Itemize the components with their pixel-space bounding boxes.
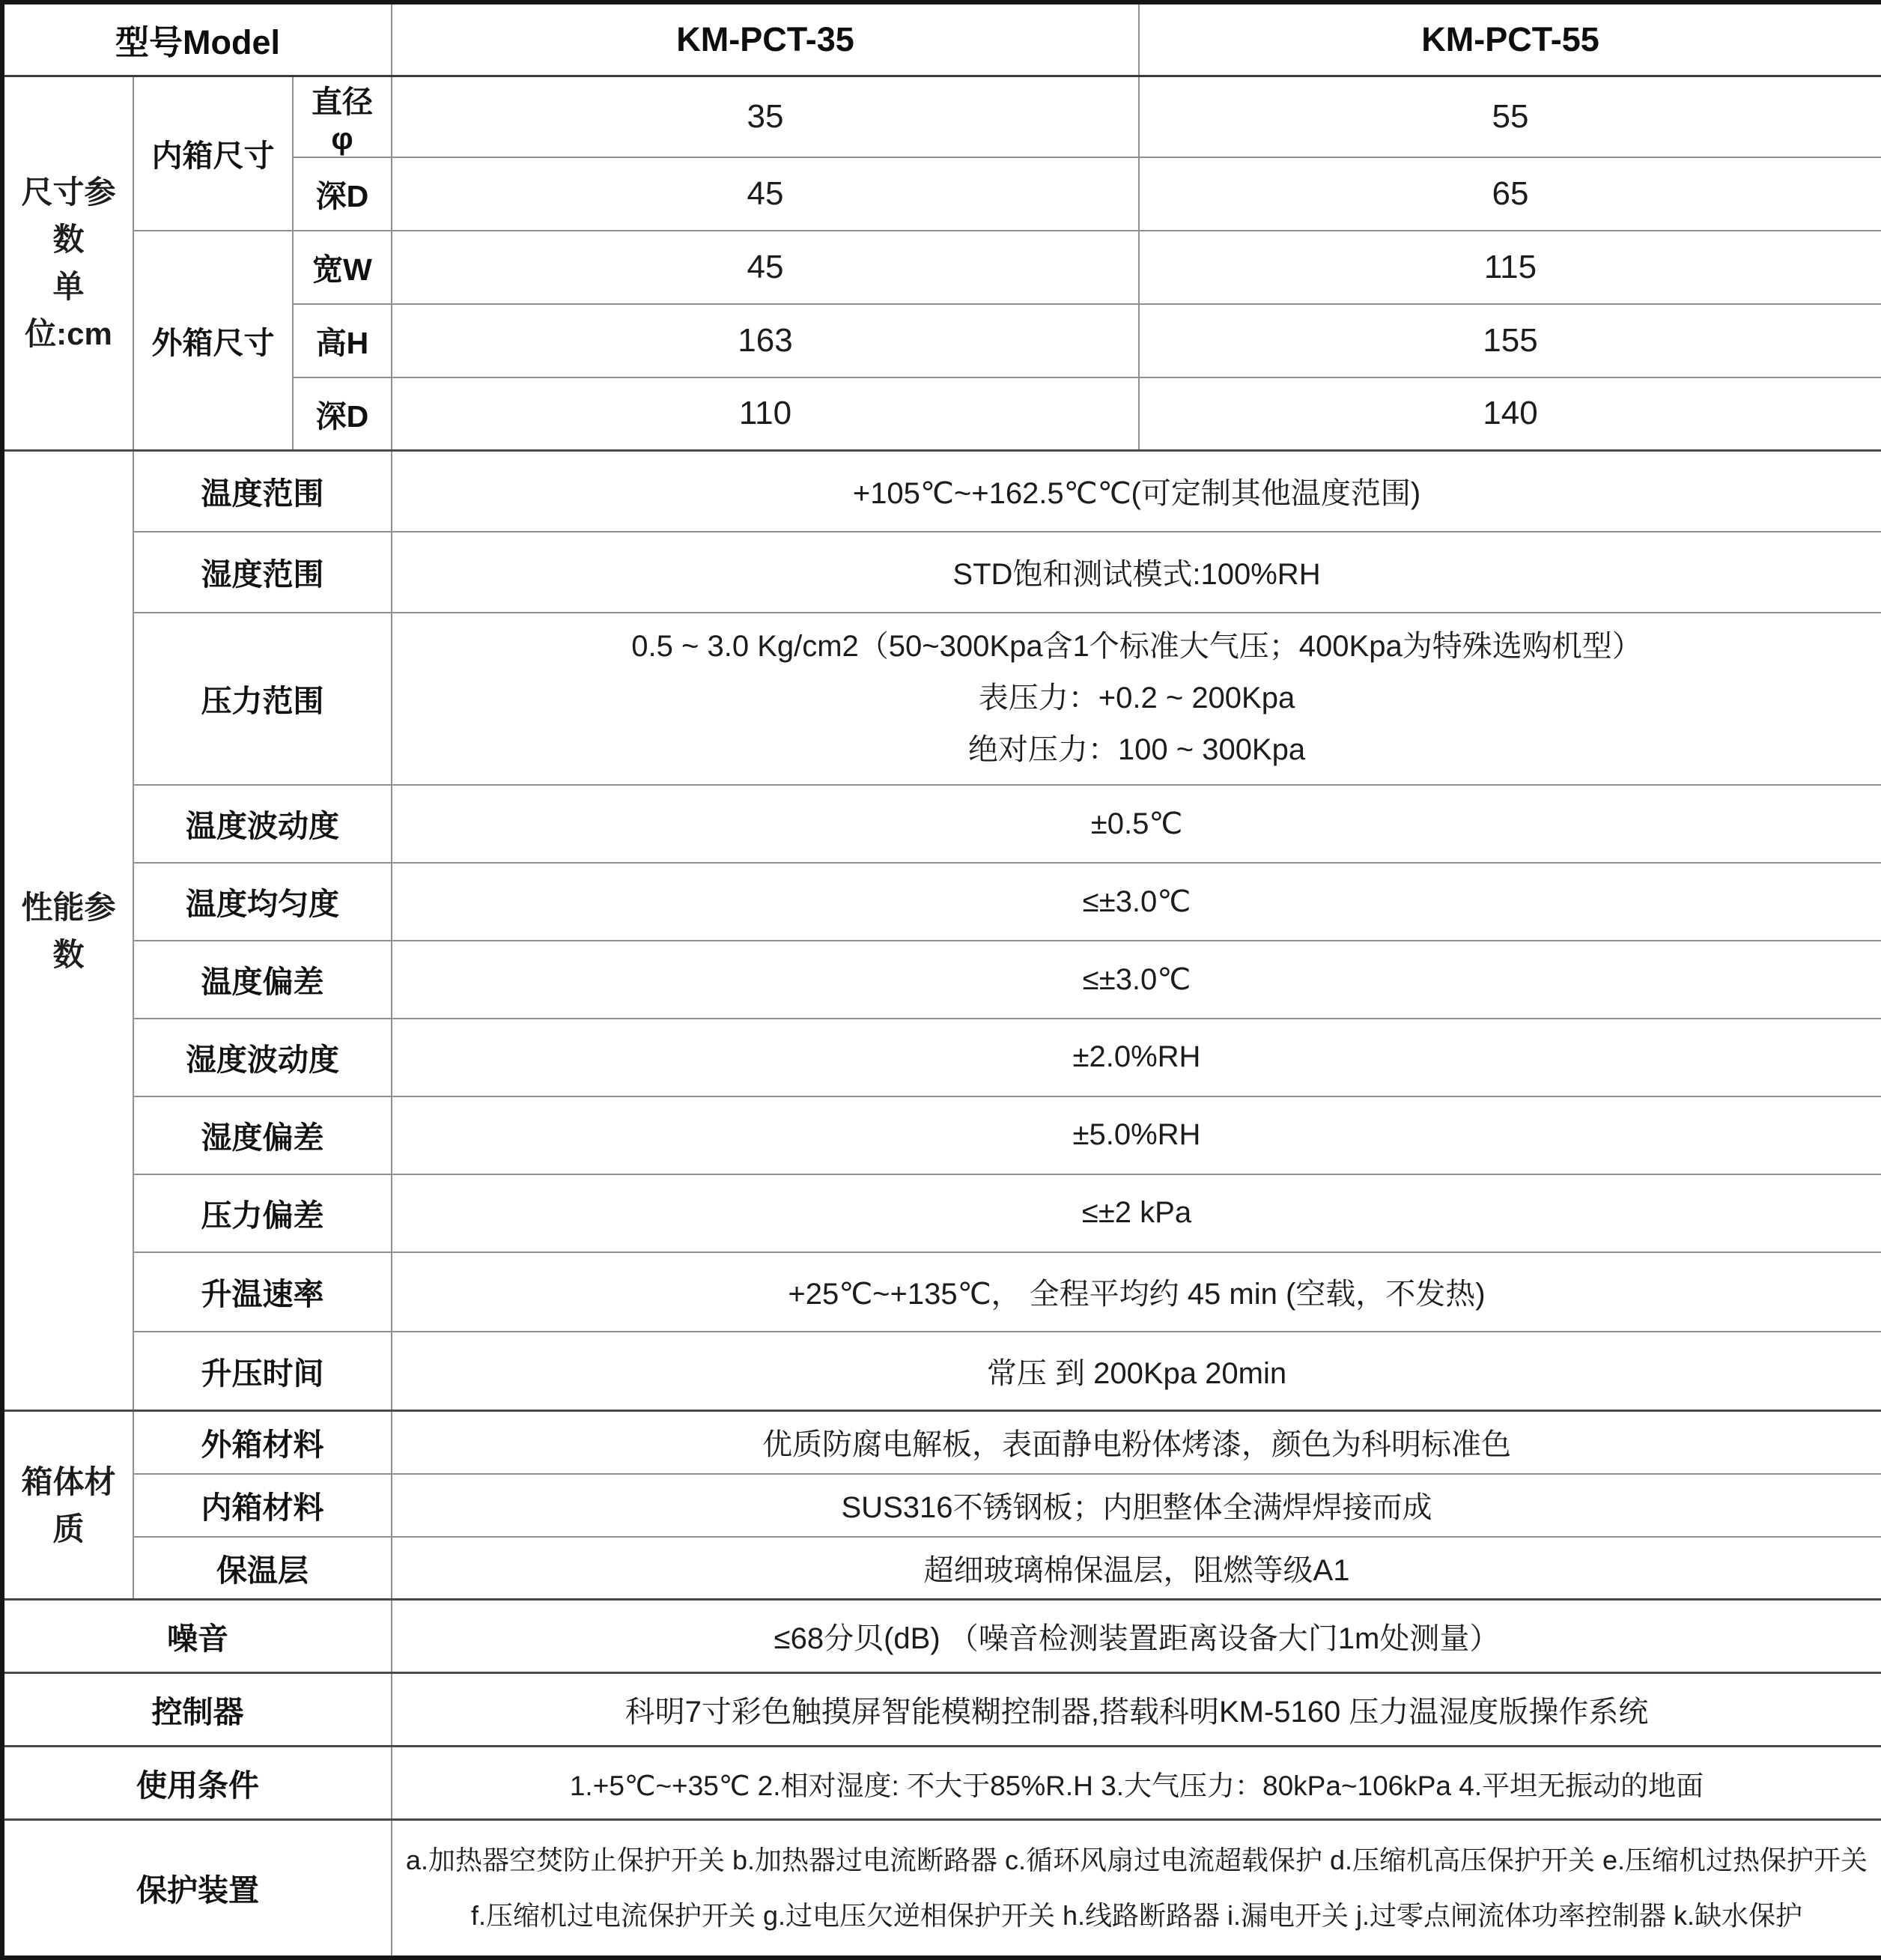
dim-row-label: 宽W (293, 231, 392, 304)
dimensions-group-label-line1: 尺寸参数 (21, 175, 116, 258)
spec-row-label: 温度均匀度 (133, 863, 392, 941)
table-row (2, 231, 1881, 304)
pressure-range-line2: 表压力：+0.2 ~ 200Kpa (978, 682, 1295, 715)
dim-row-label: 高H (293, 304, 392, 377)
table-row (2, 1747, 1881, 1820)
spec-row-label: 压力偏差 (133, 1174, 392, 1252)
spec-row-label: 压力范围 (133, 613, 392, 785)
spec-value: +25℃~+135℃， 全程平均约 45 min (空载，不发热) (392, 1252, 1881, 1332)
table-row (2, 863, 1881, 941)
spec-value: ≤±3.0℃ (392, 863, 1881, 941)
spec-row-label: 温度波动度 (133, 785, 392, 863)
table-row (2, 1252, 1881, 1332)
dim-row-label: 深D (293, 157, 392, 231)
conditions-row-label: 使用条件 (2, 1747, 392, 1820)
table-row (2, 1019, 1881, 1096)
spec-value: SUS316不锈钢板；内胆整体全满焊焊接而成 (392, 1474, 1881, 1537)
materials-group-label: 箱体材质 (2, 1411, 133, 1600)
table-row (2, 76, 1881, 157)
dim-value-35: 45 (392, 231, 1139, 304)
dim-value-35: 163 (392, 304, 1139, 377)
table-row (2, 1332, 1881, 1411)
dim-row-label: 深D (293, 377, 392, 451)
dimensions-group-label (2, 76, 133, 451)
pressure-range-line1: 0.5 ~ 3.0 Kg/cm2（50~300Kpa含1个标准大气压；400Kpa为特殊选购机型） (631, 630, 1642, 664)
table-row (2, 941, 1881, 1019)
protection-line2: f.压缩机过电流保护开关 g.过电压欠逆相保护开关 h.线路断路器 i.漏电开关 j.过零点闸流体功率控制器 k.缺水保护 (470, 1899, 1803, 1931)
table-row (2, 1174, 1881, 1252)
dimensions-group-label-line2: 单位:cm (25, 269, 112, 352)
pressure-range-line3: 绝对压力：100 ~ 300Kpa (967, 732, 1306, 766)
dim-value-35: 35 (392, 76, 1139, 157)
spec-row-label: 湿度波动度 (133, 1019, 392, 1096)
spec-value: +105℃~+162.5℃℃(可定制其他温度范围) (392, 451, 1881, 532)
table-row (2, 1673, 1881, 1747)
spec-value: ≤±3.0℃ (392, 941, 1881, 1019)
table-row (2, 532, 1881, 613)
model-header-label: 型号Model (2, 2, 392, 76)
spec-row-label: 内箱材料 (133, 1474, 392, 1537)
controller-row-label: 控制器 (2, 1673, 392, 1747)
table-header-row (2, 2, 1881, 76)
spec-value: ±2.0%RH (392, 1019, 1881, 1096)
controller-value: 科明7寸彩色触摸屏智能模糊控制器,搭载科明KM-5160 压力温湿度版操作系统 (392, 1673, 1881, 1747)
protection-row-label: 保护装置 (2, 1820, 392, 1958)
dim-value-55: 140 (1139, 377, 1881, 451)
outer-box-group-label: 外箱尺寸 (133, 231, 293, 451)
table-row (2, 1096, 1881, 1174)
table-row (2, 1537, 1881, 1600)
spec-value: STD饱和测试模式:100%RH (392, 532, 1881, 613)
protection-line1: a.加热器空焚防止保护开关 b.加热器过电流断路器 c.循环风扇过电流超载保护 d.压缩机高压保护开关 e.压缩机过热保护开关 (405, 1844, 1868, 1875)
model-name-km-pct-55: KM-PCT-55 (1139, 2, 1881, 76)
spec-value: ±0.5℃ (392, 785, 1881, 863)
spec-row-label: 湿度范围 (133, 532, 392, 613)
table-row (2, 1820, 1881, 1958)
conditions-value: 1.+5℃~+35℃ 2.相对湿度: 不大于85%R.H 3.大气压力：80kPa~106kPa 4.平坦无振动的地面 (392, 1747, 1881, 1820)
dim-value-55: 65 (1139, 157, 1881, 231)
spec-row-label: 外箱材料 (133, 1411, 392, 1474)
table-row (2, 1474, 1881, 1537)
dim-row-label: 直径φ (293, 76, 392, 157)
dim-value-35: 110 (392, 377, 1139, 451)
spec-value: ≤±2 kPa (392, 1174, 1881, 1252)
model-name-km-pct-35: KM-PCT-35 (392, 2, 1139, 76)
spec-value: 优质防腐电解板，表面静电粉体烤漆，颜色为科明标准色 (392, 1411, 1881, 1474)
table-row (2, 1600, 1881, 1673)
performance-group-label: 性能参数 (2, 451, 133, 1411)
table-row (2, 613, 1881, 785)
dim-value-55: 55 (1139, 76, 1881, 157)
inner-box-group-label: 内箱尺寸 (133, 76, 293, 231)
noise-row-label: 噪音 (2, 1600, 392, 1673)
spec-value (392, 613, 1881, 785)
noise-value: ≤68分贝(dB) （噪音检测装置距离设备大门1m处测量） (392, 1600, 1881, 1673)
table-row (2, 785, 1881, 863)
spec-row-label: 温度范围 (133, 451, 392, 532)
spec-row-label: 湿度偏差 (133, 1096, 392, 1174)
spec-value: ±5.0%RH (392, 1096, 1881, 1174)
spec-row-label: 保温层 (133, 1537, 392, 1600)
dim-value-55: 155 (1139, 304, 1881, 377)
spec-value: 超细玻璃棉保温层，阻燃等级A1 (392, 1537, 1881, 1600)
spec-value: 常压 到 200Kpa 20min (392, 1332, 1881, 1411)
protection-value (392, 1820, 1881, 1958)
table-row (2, 451, 1881, 532)
dim-value-55: 115 (1139, 231, 1881, 304)
spec-row-label: 温度偏差 (133, 941, 392, 1019)
dim-value-35: 45 (392, 157, 1139, 231)
spec-row-label: 升温速率 (133, 1252, 392, 1332)
table-row (2, 1411, 1881, 1474)
spec-row-label: 升压时间 (133, 1332, 392, 1411)
